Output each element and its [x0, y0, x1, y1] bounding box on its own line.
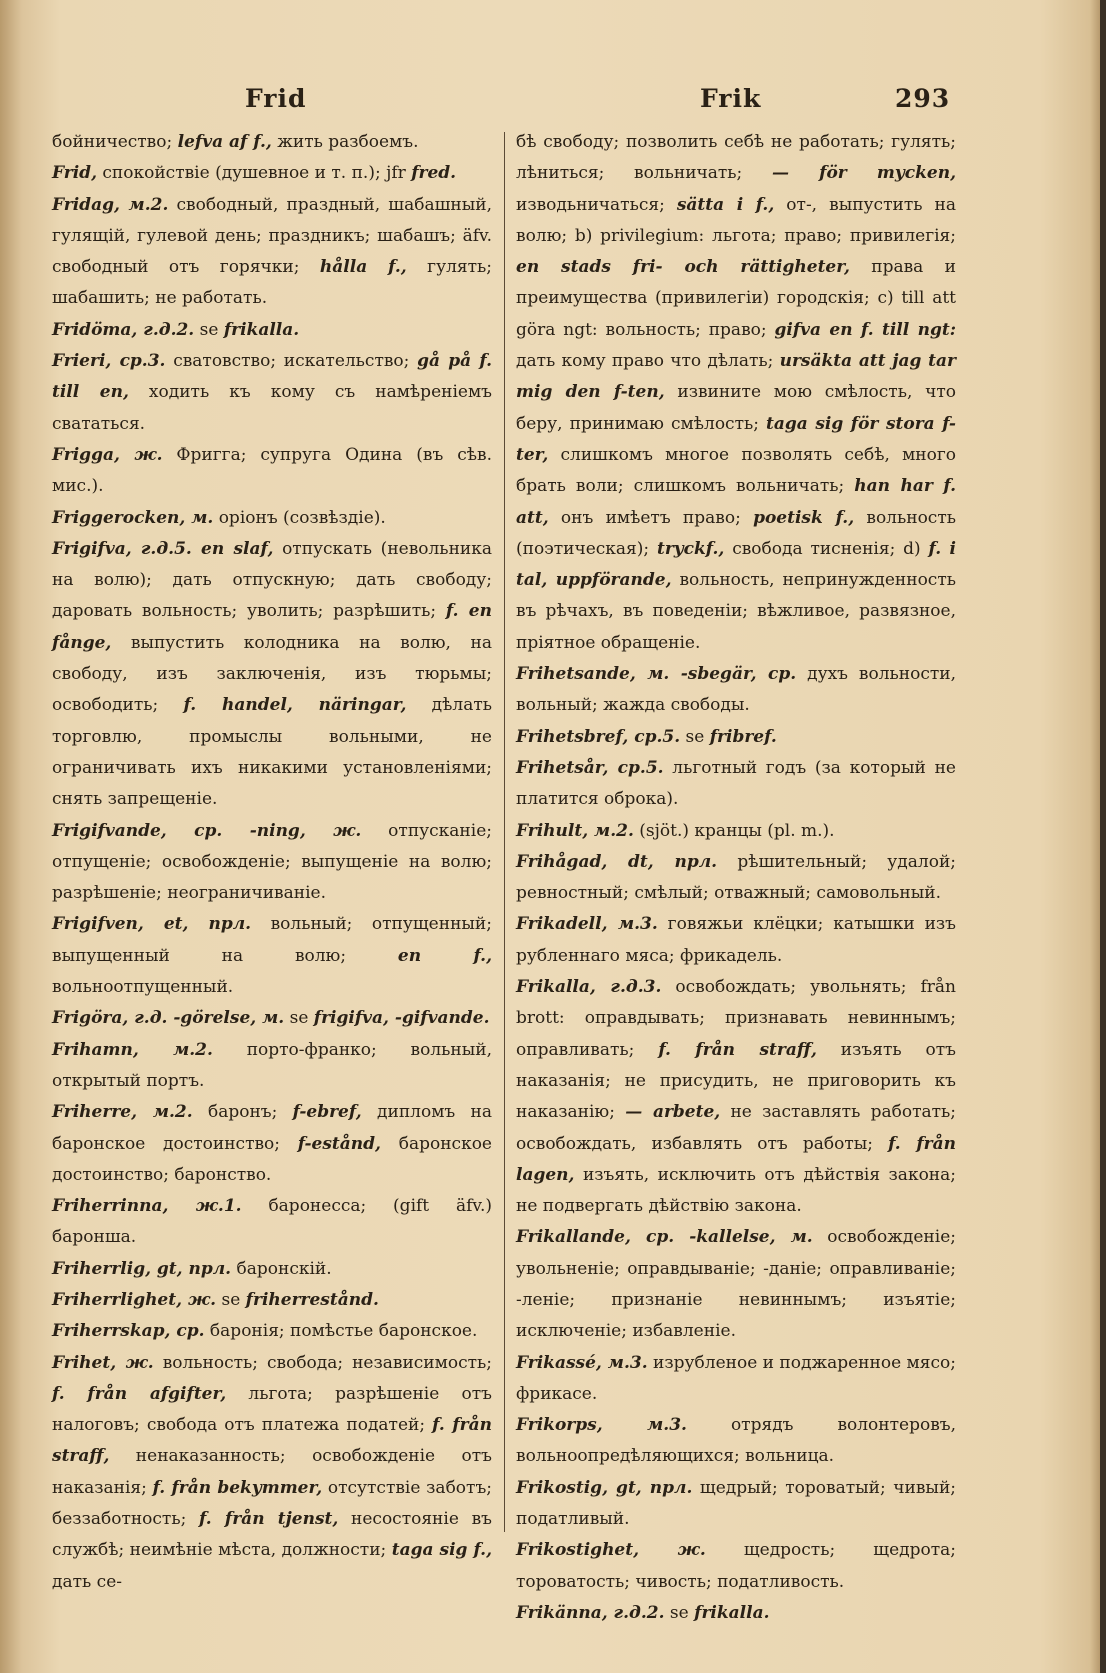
dictionary-entry: [516, 753, 956, 816]
headword: Frikorps,: [516, 1415, 603, 1436]
definition-text: (sjöt.) кранцы (pl. m.).: [633, 820, 835, 841]
definition-text: вольность, непринужденность въ рѣчахъ, въ поведеніи; вѣжливое, развязное, пріятное обращеніе.: [516, 570, 956, 653]
italic-text: et, прл.: [143, 914, 252, 935]
italic-text: f. från lagen,: [516, 1133, 956, 1185]
definition-text: порто-франко; вольный, открытый портъ.: [52, 1039, 492, 1091]
italic-text: ж.: [182, 1289, 217, 1310]
italic-text: ж.1.: [168, 1196, 242, 1217]
definition-text: бѣ свободу; позволить себѣ не работать; гулять; лѣниться; вольничать;: [516, 132, 956, 184]
headword: Friherrinna,: [52, 1196, 169, 1217]
italic-text: м.3.: [602, 1415, 687, 1436]
headword: Frikadell,: [516, 914, 608, 935]
dictionary-entry: [52, 1285, 492, 1316]
italic-text: f. från bekymmer,: [152, 1477, 323, 1498]
dictionary-entry: [516, 972, 956, 1222]
definition-text: дипломъ на баронское достоинство;: [52, 1102, 492, 1154]
italic-text: f-estånd,: [297, 1133, 381, 1154]
italic-text: м.: [185, 507, 214, 528]
dictionary-entry: [52, 1191, 492, 1254]
dictionary-entry: [516, 1598, 956, 1629]
headword: Frikostighet,: [516, 1540, 640, 1561]
italic-text: м.2.: [119, 194, 169, 215]
definition-text: отпускать (невольника на волю); дать отпускную; дать свободу; даровать вольность; уволить; разрѣшить;: [52, 538, 492, 622]
definition-text: щедрость; щедрота; тороватость; чивость; податливость.: [516, 1540, 956, 1592]
definition-text: баронъ;: [192, 1102, 293, 1123]
right-guide-word: Frik: [700, 84, 762, 113]
italic-text: г.д.2.: [137, 319, 195, 340]
italic-text: f. från afgifter,: [52, 1383, 227, 1404]
italic-text: gifva en f. till ngt:: [774, 319, 956, 340]
dictionary-entry: [52, 1097, 492, 1191]
definition-text: se: [664, 1602, 695, 1623]
definition-text: сватовство; искательство;: [165, 351, 418, 372]
italic-text: ср.: [170, 1321, 205, 1342]
italic-text: dt, прл.: [607, 851, 718, 872]
definition-text: se: [284, 1008, 314, 1029]
italic-text: f. från straff,: [52, 1415, 492, 1467]
definition-text: вольность; свобода; независимость;: [153, 1352, 492, 1373]
italic-text: f. i tal, uppförande,: [516, 538, 956, 591]
definition-text: вольный; отпущенный; выпущенный на волю;: [52, 914, 492, 966]
definition-text: баронское достоинство; баронство.: [52, 1133, 492, 1185]
dictionary-entry: [516, 1535, 956, 1598]
italic-text: en stads fri- och rättigheter,: [516, 257, 850, 278]
italic-text: gå på f. till en,: [52, 351, 492, 403]
headword: Frihågad,: [516, 851, 608, 872]
dictionary-entry: [516, 847, 956, 910]
italic-text: frikalla.: [694, 1602, 770, 1623]
italic-text: — för mycken,: [771, 163, 956, 184]
definition-text: дѣлать торговлю, промыслы вольными, не ограничивать ихъ никакими установленіями; снять запрещеніе.: [52, 695, 492, 810]
definition-text: гулять; шабашить; не работать.: [52, 257, 492, 309]
italic-text: taga sig för stora f-ter,: [516, 413, 956, 465]
italic-text: gt, прл.: [608, 1477, 693, 1498]
headword: Friherre,: [52, 1102, 138, 1123]
definition-text: слишкомъ многое позволять себѣ, много брать воли; слишкомъ вольничать;: [516, 444, 956, 497]
italic-text: fred.: [411, 163, 457, 184]
definition-text: se: [194, 319, 224, 340]
definition-text: бойничество;: [52, 132, 178, 152]
definition-text: отпусканіе; отпущеніе; освобожденіе; выпущеніе на волю; разрѣшеніе; неограничиваніе.: [52, 820, 492, 904]
definition-text: ходить къ кому съ намѣреніемъ свататься.: [52, 382, 492, 434]
dictionary-entry: [516, 1473, 956, 1536]
page-number: 293: [895, 84, 951, 113]
headword: Friggerocken,: [52, 507, 186, 528]
italic-text: friherrestånd.: [245, 1289, 379, 1310]
definition-text: говяжьи клёцки; катышки изъ рубленнаго мяса; фрикадель.: [516, 914, 956, 966]
italic-text: ж.: [116, 1352, 154, 1373]
dictionary-entry: [52, 816, 492, 910]
italic-text: ср.5.: [628, 726, 681, 747]
definition-text: дать кому право что дѣлать;: [516, 351, 780, 372]
definition-text: онъ имѣетъ право;: [548, 507, 754, 528]
italic-text: ж.: [305, 820, 362, 841]
italic-text: lefva af f.,: [177, 132, 272, 152]
definition-text: изъять отъ наказанія; не присудить, не приговорить къ наказанію;: [516, 1039, 956, 1123]
definition-text: вольноотпущенный.: [52, 977, 234, 998]
definition-text: оріонъ (созвѣздіе).: [213, 507, 386, 528]
headword: Frihult,: [516, 820, 589, 841]
headword: Frikallande,: [516, 1227, 631, 1248]
italic-text: м.2.: [588, 820, 634, 841]
headword: Frigifva,: [52, 538, 132, 559]
dictionary-entry: [52, 127, 492, 158]
italic-text: f. handel, näringar,: [183, 695, 407, 716]
italic-text: tryckf.,: [656, 538, 725, 559]
definition-text: рѣшительный; удалой; ревностный; смѣлый; отважный; самовольный.: [516, 851, 957, 904]
headword: Friherrlighet,: [52, 1289, 183, 1310]
definition-text: баронскій.: [231, 1258, 332, 1279]
left-column: [52, 127, 492, 1598]
dictionary-entry: [516, 909, 956, 972]
headword: Frihamn,: [52, 1039, 139, 1060]
definition-text: изъять, исключить отъ дѣйствія закона; не подвергать дѣйствію закона.: [516, 1164, 956, 1217]
definition-text: se: [680, 726, 710, 747]
definition-text: не заставлять работать; освобождать, избавлять отъ работы;: [516, 1102, 956, 1154]
dictionary-entry: [52, 1003, 492, 1034]
definition-text: спокойствіе (душевное и т. п.); jfr: [97, 163, 412, 184]
definition-text: извините мою смѣлость, что беру, принимаю смѣлость;: [516, 382, 956, 434]
italic-text: м. -sbegär, ср.: [635, 664, 797, 685]
dictionary-entry: [516, 659, 956, 722]
headword: Frikostig,: [516, 1477, 608, 1498]
italic-text: f. en fånge,: [52, 601, 492, 653]
definition-text: щедрый; тороватый; чивый; податливый.: [516, 1477, 957, 1530]
italic-text: gt, прл.: [151, 1258, 232, 1279]
definition-text: льгота; разрѣшеніе отъ налоговъ; свобода отъ платежа податей;: [52, 1383, 492, 1436]
dictionary-entry: [516, 1348, 956, 1411]
italic-text: fribref.: [709, 726, 777, 747]
headword: Frigöra,: [52, 1008, 129, 1029]
definition-text: освобожденіе; увольненіе; оправдываніе; -даніе; оправливаніе; -леніе; признаніе невиннымъ; изъятіе; исключеніе; избавленіе.: [516, 1227, 956, 1342]
headword: Frikalla,: [516, 977, 596, 998]
dictionary-entry: [52, 190, 492, 315]
dictionary-entry: [516, 1410, 956, 1473]
italic-text: ср.3.: [111, 351, 166, 372]
headword: Friherrskap,: [52, 1321, 171, 1342]
italic-text: taga sig f.,: [391, 1540, 492, 1561]
definition-text: права и преимущества (привилегіи) городскія; c) till att göra ngt: вольность; право;: [516, 257, 956, 340]
definition-text: se: [216, 1289, 246, 1310]
headword: Frihetsår,: [516, 757, 609, 778]
italic-text: hålla f.,: [319, 257, 407, 278]
dictionary-entry: [516, 127, 956, 659]
definition-text: Фригга; супруга Одина (въ сѣв. мис.).: [52, 444, 492, 497]
italic-text: ж.: [639, 1540, 706, 1561]
dictionary-entry: [52, 503, 492, 534]
definition-text: баронія; помѣстье баронское.: [204, 1321, 478, 1342]
dictionary-entry: [52, 315, 492, 346]
italic-text: м.3.: [601, 1352, 648, 1373]
headword: Frihetsbref,: [516, 726, 629, 747]
dictionary-entry: [52, 158, 492, 189]
italic-text: han har f. att,: [516, 476, 956, 528]
definition-text: отрядъ волонтеровъ, вольноопредѣляющихся; вольница.: [516, 1415, 956, 1467]
dictionary-entry: [52, 346, 492, 440]
definition-text: духъ вольности, вольный; жажда свободы.: [516, 664, 956, 716]
definition-text: выпустить колодника на волю, на свободу, изъ заключенія, изъ тюрьмы; освободить;: [52, 632, 492, 716]
italic-text: ср. -kallelse, м.: [630, 1227, 813, 1248]
headword: Frikassé,: [516, 1352, 602, 1373]
headword: Frigifven,: [52, 914, 144, 935]
definition-text: изрубленое и поджаренное мясо; фрикасе.: [516, 1352, 956, 1404]
definition-text: изводьничаться;: [516, 194, 677, 215]
definition-text: льготный годъ (за который не платится оброка).: [516, 757, 956, 810]
dictionary-entry: [516, 1222, 956, 1347]
dictionary-entry: [52, 1316, 492, 1347]
italic-text: м.3.: [607, 914, 658, 935]
italic-text: ж.: [119, 444, 163, 465]
definition-text: дать се-: [52, 1571, 122, 1592]
dictionary-entry: [52, 534, 492, 816]
italic-text: f-ebref,: [292, 1102, 362, 1123]
definition-text: от-, выпустить на волю; b) privilegium: льгота; право; привилегія;: [516, 194, 956, 246]
headword: Frieri,: [52, 351, 112, 372]
definition-text: жить разбоемъ.: [271, 132, 419, 152]
right-column: [516, 127, 956, 1629]
italic-text: — arbete,: [625, 1102, 721, 1123]
dictionary-entry: [52, 909, 492, 1003]
headword: Frihetsande,: [516, 664, 636, 685]
italic-text: frikalla.: [223, 319, 300, 340]
italic-text: г.д.3.: [595, 977, 662, 998]
italic-text: ср. -ning,: [166, 820, 306, 841]
definition-text: баронесса; (gift äfv.) баронша.: [52, 1196, 493, 1248]
italic-text: en f.,: [397, 945, 492, 966]
dictionary-entry: [52, 1348, 492, 1598]
italic-text: ср.5.: [608, 757, 664, 778]
italic-text: ursäkta att jag tar mig den f-ten,: [516, 351, 956, 403]
headword: Frigifvande,: [52, 820, 167, 841]
headword: Frid,: [52, 163, 97, 184]
italic-text: г.д.5. en slaf,: [131, 538, 274, 559]
italic-text: м.2.: [137, 1102, 193, 1123]
headword: Fridöma,: [52, 319, 138, 340]
left-guide-word: Frid: [245, 84, 307, 113]
definition-text: отсутствіе заботъ; беззаботность;: [52, 1477, 492, 1530]
italic-text: f. från straff,: [658, 1039, 817, 1060]
definition-text: свободный, праздный, шабашный, гулящій, гулевой день; праздникъ; шабашъ; äfv. свободный отъ горячки;: [52, 194, 492, 278]
definition-text: ненаказанность; освобожденіе отъ наказанія;: [52, 1446, 492, 1498]
italic-text: f. från tjenst,: [199, 1509, 339, 1530]
headword: Frikänna,: [516, 1602, 608, 1623]
italic-text: г.д. -görelse, м.: [128, 1008, 285, 1029]
headword: Frihet,: [52, 1352, 117, 1373]
italic-text: м.2.: [138, 1039, 213, 1060]
italic-text: frigifva, -gifvande.: [313, 1008, 490, 1029]
dictionary-entry: [52, 1254, 492, 1285]
column-divider: [504, 132, 505, 1532]
dictionary-entry: [52, 1035, 492, 1098]
headword: Fridag,: [52, 194, 120, 215]
italic-text: г.д.2.: [607, 1602, 665, 1623]
definition-text: свобода тисненія; d): [724, 538, 929, 559]
headword: Frigga,: [52, 444, 120, 465]
italic-text: sätta i f.,: [676, 194, 775, 215]
dictionary-entry: [516, 816, 956, 847]
definition-text: несостояніе въ службѣ; неимѣніе мѣста, должности;: [52, 1509, 492, 1561]
headword: Friherrlig,: [52, 1258, 151, 1279]
dictionary-entry: [516, 722, 956, 753]
definition-text: освобождать; увольнять; från brott: оправдывать; признавать невиннымъ; оправливать;: [516, 977, 956, 1060]
dictionary-entry: [52, 440, 492, 503]
definition-text: вольность (поэтическая);: [516, 507, 956, 559]
italic-text: poetisk f.,: [753, 507, 855, 528]
